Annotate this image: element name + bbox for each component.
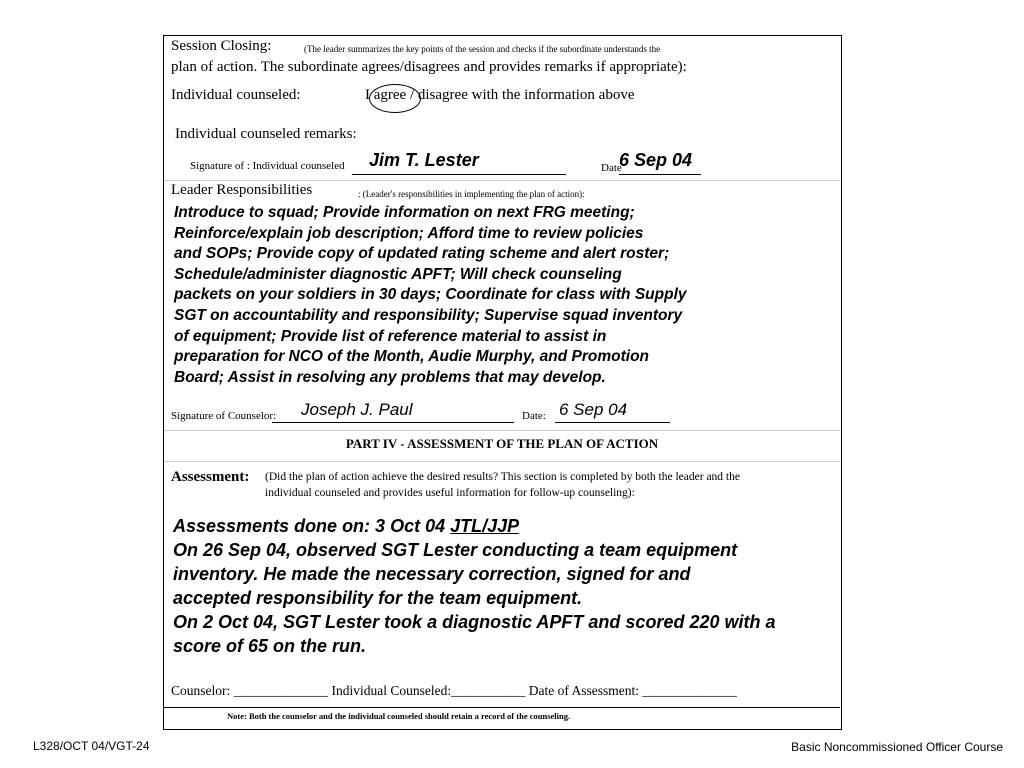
assessment-line: On 2 Oct 04, SGT Lester took a diagnostic APFT and scored 220 with a bbox=[173, 612, 776, 632]
agree-circle-mark bbox=[369, 84, 421, 113]
part4-title: PART IV - ASSESSMENT OF THE PLAN OF ACTION bbox=[345, 436, 659, 451]
assessment-initials: JTL/JJP bbox=[450, 516, 520, 536]
counselor-date-value: 6 Sep 04 bbox=[559, 400, 628, 419]
section-divider bbox=[164, 461, 840, 462]
assessment-line: score of 65 on the run. bbox=[173, 636, 367, 656]
leader-heading: Leader Responsibilities bbox=[171, 182, 313, 198]
individual-date-value: 6 Sep 04 bbox=[619, 150, 693, 170]
leader-line: Reinforce/explain job description; Afford time to review policies bbox=[174, 224, 644, 242]
individual-date-line bbox=[619, 174, 701, 175]
session-closing-heading: Session Closing: bbox=[171, 38, 272, 54]
counselor-date-label: Date: bbox=[522, 410, 546, 422]
individual-date-label: Date bbox=[601, 162, 622, 174]
counselor-date-line bbox=[555, 422, 670, 423]
footer-code: L328/OCT 04/VGT-24 bbox=[33, 739, 150, 753]
footer-course: Basic Noncommissioned Officer Course bbox=[791, 740, 1003, 754]
section-divider bbox=[164, 180, 840, 181]
assessment-line: On 26 Sep 04, observed SGT Lester conducting a team equipment bbox=[173, 540, 738, 560]
leader-line: preparation for NCO of the Month, Audie Murphy, and Promotion bbox=[174, 348, 650, 366]
assessment-done-line bbox=[173, 514, 775, 538]
leader-line: of equipment; Provide list of reference material to assist in bbox=[174, 327, 607, 345]
leader-line: and SOPs; Provide copy of updated rating scheme and alert roster; bbox=[174, 245, 670, 263]
assessment-text bbox=[173, 514, 775, 658]
counselor-signature-line bbox=[272, 422, 514, 423]
session-closing-line2: plan of action. The subordinate agrees/disagrees and provides remarks if appropriate): bbox=[171, 59, 687, 75]
individual-counseled-label: Individual counseled: bbox=[171, 87, 301, 103]
individual-signature-line bbox=[352, 174, 566, 175]
leader-line: SGT on accountability and responsibility; Supervise squad inventory bbox=[174, 306, 683, 324]
assessment-heading: Assessment: bbox=[171, 469, 250, 485]
note-divider bbox=[164, 707, 840, 708]
leader-responsibilities-text bbox=[174, 203, 687, 388]
assessment-note-line1: (Did the plan of action achieve the desired results? This section is completed by both the leader and the bbox=[265, 471, 740, 483]
agree-suffix: / disagree with the information above bbox=[406, 87, 635, 103]
counseling-form bbox=[163, 35, 842, 730]
assessment-signature-line: Counselor: ______________ Individual Counseled:___________ Date of Assessment: ______________ bbox=[171, 683, 737, 698]
assessment-line: accepted responsibility for the team equipment. bbox=[173, 588, 583, 608]
assessment-line: inventory. He made the necessary correction, signed for and bbox=[173, 564, 691, 584]
assessment-done-prefix: Assessments done on: 3 Oct 04 bbox=[173, 516, 451, 536]
leader-line: Introduce to squad; Provide information on next FRG meeting; bbox=[174, 204, 635, 221]
remarks-label: Individual counseled remarks: bbox=[175, 126, 357, 142]
session-closing-note: (The leader summarizes the key points of the session and checks if the subordinate understands the bbox=[304, 44, 661, 54]
agree-prefix: I bbox=[365, 87, 374, 103]
leader-line: Schedule/administer diagnostic APFT; Will check counseling bbox=[174, 265, 622, 283]
individual-signature-value: Jim T. Lester bbox=[369, 150, 479, 170]
counselor-signature-value: Joseph J. Paul bbox=[301, 400, 413, 419]
counselor-signature-label: Signature of Counselor: bbox=[171, 410, 277, 422]
section-divider bbox=[164, 430, 840, 431]
leader-line: Board; Assist in resolving any problems that may develop. bbox=[174, 368, 606, 386]
individual-signature-label: Signature of : Individual counseled bbox=[190, 160, 345, 172]
assessment-note-line2: individual counseled and provides useful information for follow-up counseling): bbox=[265, 487, 635, 499]
agree-word: agree bbox=[373, 87, 407, 103]
retain-record-note: Note: Both the counselor and the individual counseled should retain a record of the counseling. bbox=[227, 711, 571, 721]
leader-note: : (Leader's responsibilities in implementing the plan of action): bbox=[358, 189, 585, 199]
leader-line: packets on your soldiers in 30 days; Coordinate for class with Supply bbox=[174, 286, 687, 304]
